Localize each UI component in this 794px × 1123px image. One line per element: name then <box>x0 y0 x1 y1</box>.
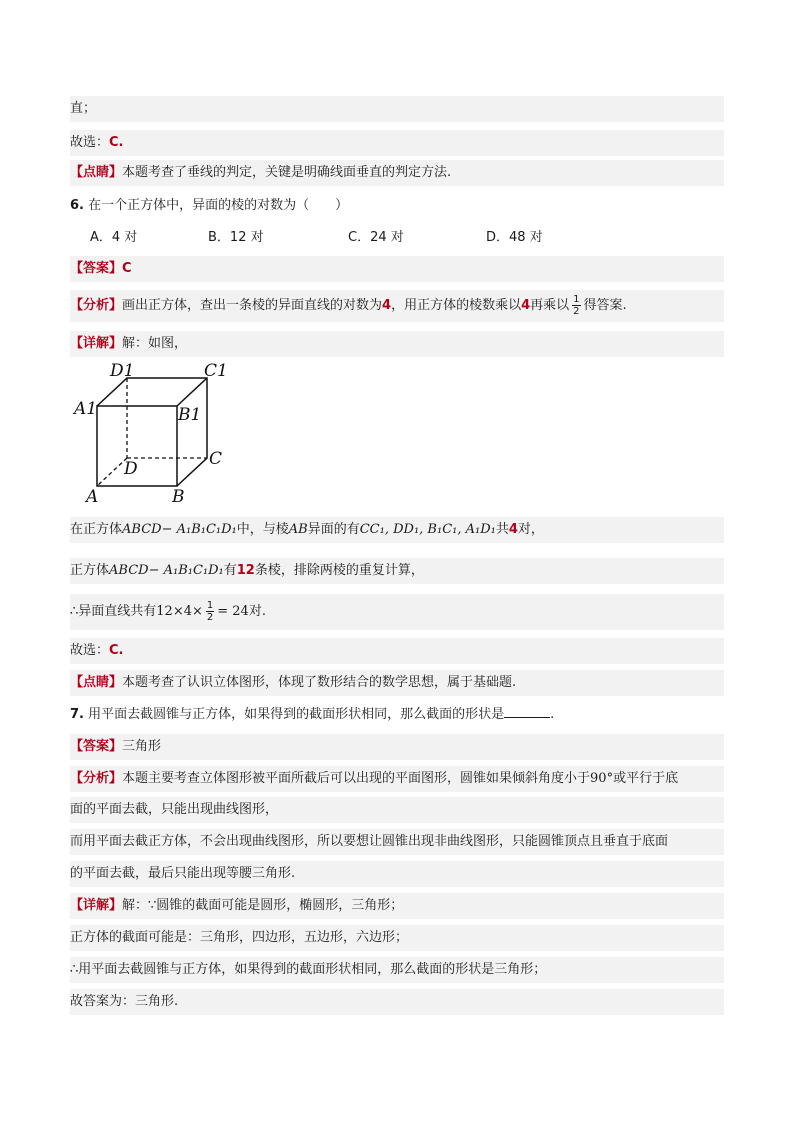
analysis-text: 而用平面去截正方体，不会出现曲线图形，所以要想让圆锥出现非曲线图形，只能圆锥顶点且垂直于底面 <box>70 834 669 849</box>
choose-line <box>70 638 724 664</box>
analysis-text: 或平行于底 <box>613 771 679 786</box>
analysis-number: 4 <box>382 298 392 313</box>
solution-text: 异面的有 <box>307 522 360 537</box>
comment-tag: 【点睛】 <box>70 675 123 690</box>
analysis-text: 的平面去截，最后只能出现等腰三角形. <box>70 866 296 881</box>
math-expression: = 24 <box>217 604 249 619</box>
question-number: 7. <box>70 707 84 722</box>
comment-text: 本题考查了垂线的判定，关键是明确线面垂直的判定方法. <box>122 165 452 180</box>
analysis-tag: 【分析】 <box>70 298 123 313</box>
analysis-text: 本题主要考查立体图形被平面所截后可以出现的平面图形，圆锥如果倾斜角度小于 <box>122 771 591 786</box>
math-expression: CC₁, DD₁, B₁C₁, A₁D₁ <box>359 522 496 537</box>
math-expression: 12×4× <box>156 604 203 619</box>
comment-tag: 【点睛】 <box>70 165 123 180</box>
analysis-line-4 <box>70 861 724 887</box>
question-text: . <box>550 707 555 722</box>
detail-line <box>70 331 724 357</box>
math-expression: ABCD− A₁B₁C₁D₁ <box>122 522 237 537</box>
option-text: 48 对 <box>509 230 543 245</box>
solution-text: 有 <box>223 563 237 578</box>
solution-text: ∴异面直线共有 <box>70 604 157 619</box>
answer-blank <box>504 703 550 718</box>
fraction-numerator: 1 <box>573 294 580 305</box>
solution-line-3 <box>70 594 724 630</box>
solution-text: 在正方体 <box>70 522 123 537</box>
choose-label: 故选： <box>70 643 110 658</box>
choose-value: C. <box>109 643 124 658</box>
detail-line-1 <box>70 893 724 919</box>
detail-text: ∴用平面去截圆锥与正方体，如果得到的截面形状相同，那么截面的形状是三角形； <box>70 962 547 977</box>
comment-line <box>70 670 724 696</box>
option-text: 4 对 <box>111 230 138 245</box>
question-text: 用平面去截圆锥与正方体，如果得到的截面形状相同，那么截面的形状是 <box>88 707 505 722</box>
solution-line-2 <box>70 558 724 584</box>
analysis-number: 4 <box>521 298 531 313</box>
option-c <box>348 225 404 251</box>
text-line <box>70 96 724 122</box>
option-a <box>90 225 137 251</box>
question-number: 6. <box>70 198 84 213</box>
text-line <box>70 130 724 156</box>
answer-tag: 【答案】 <box>70 739 123 754</box>
option-letter: B． <box>208 230 230 245</box>
fraction-denominator: 2 <box>206 612 214 623</box>
detail-text: 解：∵圆锥的截面可能是圆形，椭圆形，三角形； <box>122 898 404 913</box>
option-d <box>486 225 543 251</box>
vertex-label-b1: B1 <box>178 405 202 425</box>
vertex-label-c: C <box>209 449 223 469</box>
fraction-denominator: 2 <box>573 306 580 317</box>
solution-text: 对， <box>517 522 544 537</box>
detail-line-4 <box>70 989 724 1015</box>
detail-text: 正方体的截面可能是：三角形，四边形，五边形，六边形； <box>70 930 409 945</box>
solution-line-1 <box>70 517 724 543</box>
text-line <box>70 160 724 186</box>
math-expression: ABCD− A₁B₁C₁D₁ <box>109 563 224 578</box>
continuation-text: 直； <box>70 101 97 116</box>
analysis-text: 面的平面去截，只能出现曲线图形， <box>70 802 279 817</box>
question-6-stem <box>70 193 724 219</box>
math-expression: AB <box>288 522 308 537</box>
analysis-line-1 <box>70 766 724 792</box>
comment-text: 本题考查了认识立体图形，体现了数形结合的数学思想，属于基础题. <box>122 675 517 690</box>
detail-tag: 【详解】 <box>70 336 123 351</box>
choose-label: 故选： <box>70 135 110 150</box>
answer-tag: 【答案】 <box>70 261 123 276</box>
question-text: 在一个正方体中，异面的棱的对数为（ ） <box>88 198 349 213</box>
solution-text: 正方体 <box>70 563 110 578</box>
option-letter: A． <box>90 230 112 245</box>
vertex-label-a1: A1 <box>74 399 98 419</box>
vertex-label-d: D <box>124 459 138 479</box>
choose-value: C. <box>109 135 124 150</box>
visible-edge <box>177 378 207 406</box>
solution-text: 对. <box>248 604 266 619</box>
solution-text: 中，与棱 <box>236 522 289 537</box>
hidden-edge <box>97 458 127 486</box>
vertex-label-b: B <box>172 487 185 507</box>
detail-text: 解：如图， <box>122 336 188 351</box>
detail-tag: 【详解】 <box>70 898 123 913</box>
option-b <box>208 225 264 251</box>
cube-figure <box>72 360 226 506</box>
answer-line <box>70 734 724 760</box>
solution-number: 4 <box>508 522 518 537</box>
analysis-text: 画出正方体，查出一条棱的异面直线的对数为 <box>122 298 383 313</box>
solution-text: 条棱，排除两棱的重复计算， <box>254 563 424 578</box>
question-7-stem <box>70 702 724 728</box>
analysis-text: 得答案. <box>583 298 627 313</box>
analysis-line-2 <box>70 797 724 823</box>
analysis-tag: 【分析】 <box>70 771 123 786</box>
analysis-text: ，用正方体的棱数乘以 <box>391 298 522 313</box>
detail-line-2 <box>70 925 724 951</box>
vertex-label-c1: C1 <box>204 361 228 381</box>
vertex-label-d1: D1 <box>110 361 135 381</box>
fraction-numerator: 1 <box>206 600 214 611</box>
math-expression: 90° <box>590 771 614 786</box>
detail-text: 故答案为：三角形. <box>70 994 179 1009</box>
analysis-line-3 <box>70 829 724 855</box>
solution-text: 共 <box>495 522 509 537</box>
option-letter: C． <box>348 230 371 245</box>
analysis-text: 再乘以 <box>530 298 570 313</box>
vertex-label-a: A <box>86 487 99 507</box>
answer-value: C <box>122 261 132 276</box>
answer-value: 三角形 <box>122 739 162 754</box>
solution-number: 12 <box>236 563 255 578</box>
detail-line-3 <box>70 957 724 983</box>
fraction <box>206 600 214 623</box>
option-text: 12 对 <box>229 230 264 245</box>
fraction <box>572 294 580 317</box>
answer-line <box>70 256 724 282</box>
analysis-line <box>70 290 724 322</box>
option-text: 24 对 <box>370 230 404 245</box>
option-letter: D． <box>486 230 510 245</box>
